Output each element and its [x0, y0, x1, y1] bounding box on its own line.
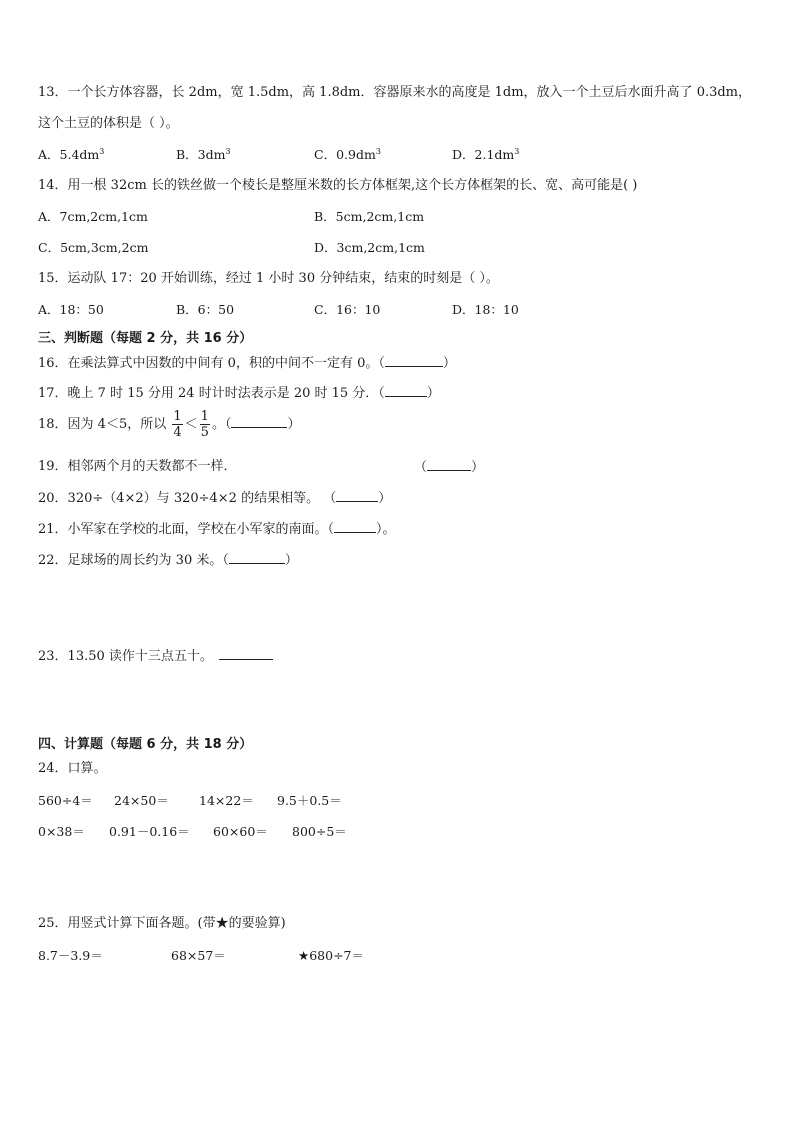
q21: 21．小军家在学校的北面，学校在小军家的南面。（ ）。	[38, 522, 396, 537]
q13-option-a: A．$5.4dm^3$	[38, 146, 105, 162]
q17: 17．晚上 7 时 15 分用 24 时计时法表示是 20 时 15 分．（ ）	[38, 386, 440, 401]
q15-option-a: A．18：50	[38, 302, 104, 317]
q15-option-b: B．6：50	[176, 302, 235, 317]
q14-option-b: B．5cm,2cm,1cm	[314, 209, 425, 224]
q24-item: 560÷4＝	[38, 793, 93, 808]
q19-answer-blank[interactable]	[427, 458, 471, 471]
q15-stem: 15．运动队 17：20 开始训练，经过 1 小时 30 分钟结束，结束的时刻是（ ）。	[38, 271, 499, 286]
q25-item: 68×57＝	[171, 948, 226, 963]
q15-option-c: C．16：10	[314, 302, 381, 317]
q23: 23．13.50 读作十三点五十。	[38, 647, 273, 666]
q24-item: 24×50＝	[114, 793, 169, 808]
q13-stem-line2: 这个土豆的体积是（ ）。	[38, 116, 179, 131]
section-3-heading: 三、判断题（每题 2 分，共 16 分）	[38, 331, 253, 346]
q13-stem-line1: 13．一个长方体容器，长 2dm，宽 1.5dm，高 1.8dm．容器原来水的高度是 1dm，放入一个土豆后水面升高了 0.3dm，	[38, 85, 752, 100]
q25-stem: 25．用竖式计算下面各题。(带★的要验算)	[38, 916, 286, 931]
q14-stem: 14．用一根 32cm 长的铁丝做一个棱长是整厘米数的长方体框架,这个长方体框架的长、宽、高可能是( )	[38, 178, 638, 193]
q24-item: 9.5＋0.5＝	[277, 793, 342, 808]
q17-answer-blank[interactable]	[385, 384, 427, 397]
fraction-one-quarter: $\frac{1}{4}$	[173, 409, 182, 440]
q14-option-a: A．7cm,2cm,1cm	[38, 209, 148, 224]
q18-answer-blank[interactable]	[231, 415, 287, 428]
q24-item: 0.91－0.16＝	[109, 824, 190, 839]
q20: 20．320÷（4×2）与 320÷4×2 的结果相等。 （ ）	[38, 491, 392, 506]
fraction-one-fifth: $\frac{1}{5}$	[200, 409, 209, 440]
section-4-heading: 四、计算题（每题 6 分，共 18 分）	[38, 737, 253, 752]
q24-stem: 24．口算。	[38, 761, 107, 776]
q24-item: 0×38＝	[38, 824, 85, 839]
q14-option-c: C．5cm,3cm,2cm	[38, 240, 149, 255]
q23-answer-blank[interactable]	[219, 647, 273, 660]
q25-item: 8.7－3.9＝	[38, 948, 103, 963]
q25-item: ★680÷7＝	[298, 948, 364, 963]
q15-option-d: D．18：10	[452, 302, 519, 317]
q18: 18．因为 4＜5，所以 $\frac{1}{4}$ ＜ $\frac{1}{5}$ 。（ ）	[38, 409, 301, 440]
q24-item: 800÷5＝	[292, 824, 347, 839]
q22: 22．足球场的周长约为 30 米。（ ）	[38, 553, 298, 568]
q16: 16．在乘法算式中因数的中间有 0，积的中间不一定有 0。（ ）	[38, 356, 456, 371]
q20-answer-blank[interactable]	[336, 489, 378, 502]
q14-option-d: D．3cm,2cm,1cm	[314, 240, 425, 255]
q13-option-c: C．$0.9dm^3$	[314, 146, 381, 162]
q22-answer-blank[interactable]	[229, 551, 285, 564]
q19-answer: （ ）	[414, 460, 485, 475]
q19: 19．相邻两个月的天数都不一样．	[38, 459, 237, 474]
q24-item: 60×60＝	[213, 824, 268, 839]
q21-answer-blank[interactable]	[334, 520, 376, 533]
q24-item: 14×22＝	[199, 793, 254, 808]
q16-answer-blank[interactable]	[385, 354, 443, 367]
q13-option-b: B．$3dm^3$	[176, 146, 231, 162]
q13-option-d: D．$2.1dm^3$	[452, 146, 520, 162]
